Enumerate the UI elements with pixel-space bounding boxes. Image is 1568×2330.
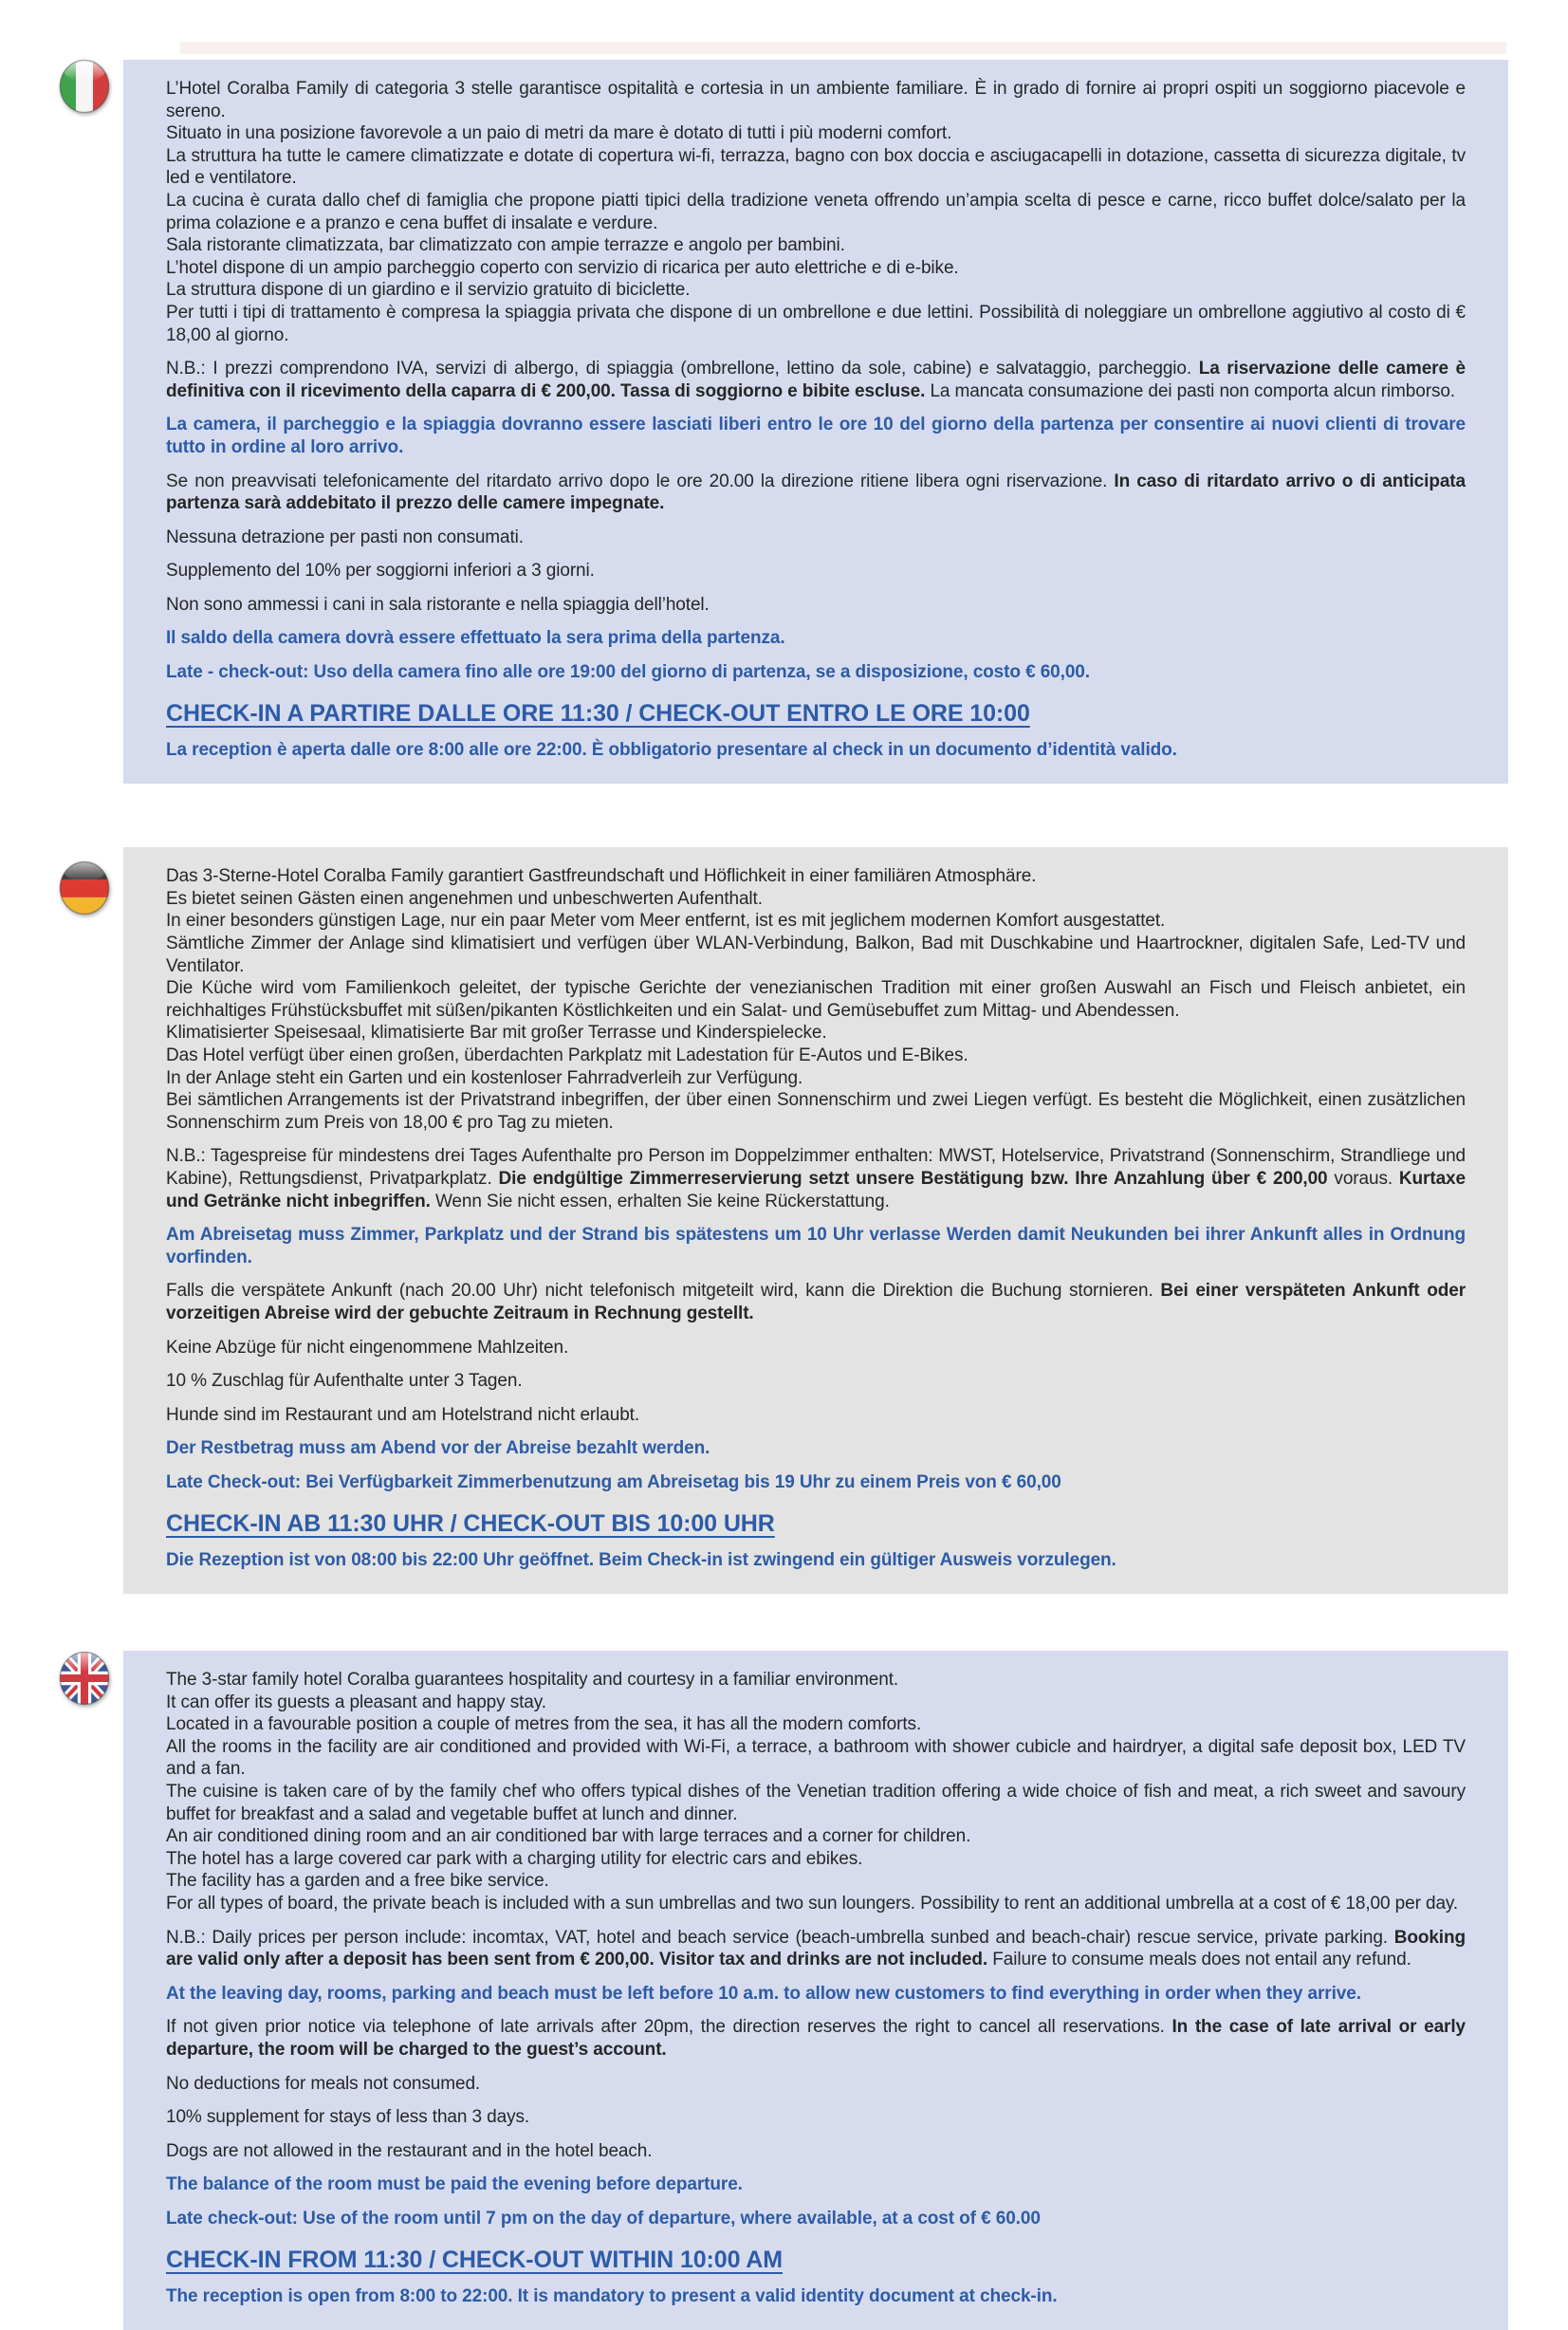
paragraph [166,910,1466,933]
text-run: Il saldo della camera dovrà essere effettuato la sera prima della partenza. [166,628,785,649]
text-run: voraus. [1334,1168,1399,1189]
paragraph [166,977,1466,1022]
section-english [0,1651,1568,2330]
uk-flag-icon [59,1651,110,1706]
text-run: Die Küche wird vom Familienkoch geleitet, der typische Gerichte der venezianischen Tradition mit einer großen Auswahl an Fisch und Fleisch anbietet, ein reichhaltiges Frühstücksbuffet mit süßen/pikanten Köstlichkeiten und ein Salat- und Gemüsebuffet zum Mittag- und Abendessen. [166,978,1466,1021]
text-run: In the case of late arrival or early departure, the room will be charged to the guest’s account. [166,2017,1466,2060]
paragraph [166,1067,1466,1090]
paragraph [166,865,1466,888]
text-run: In der Anlage steht ein Garten und ein kostenloser Fahrradverleih zur Verfügung. [166,1067,803,1088]
paragraph [166,1022,1466,1045]
paragraph [166,1825,1466,1848]
text-run: 10 % Zuschlag für Aufenthalte unter 3 Tagen. [166,1371,523,1392]
text-run: Das Hotel verfügt über einen großen, überdachten Parkplatz mit Ladestation für E-Autos und E-Bikes. [166,1045,968,1065]
text-run: Die endgültige Zimmerreservierung setzt unsere Bestätigung bzw. Ihre Anzahlung über € 200,00 [498,1168,1335,1189]
text-run: La struttura ha tutte le camere climatizzate e dotate di copertura wi-fi, terrazza, bagno con box doccia e asciugacapelli in dotazione, cassetta di sicurezza digitale, tv led e ventilatore. [166,145,1466,189]
paragraph [166,78,1466,122]
paragraph [166,1089,1466,1134]
paragraph [166,279,1466,302]
text-run: Sala ristorante climatizzata, bar climatizzato con ampie terrazze e angolo per bambini. [166,235,845,256]
text-run: It can offer its guests a pleasant and happy stay. [166,1692,546,1712]
text-run: Non sono ammessi i cani in sala ristorante e nella spiaggia dell’hotel. [166,594,710,615]
paragraph [166,122,1466,145]
text-run: N.B.: Tagespreise für mindestens drei Tages Aufenthalte pro Person im Doppelzimmer enthalten: MWST, Hotelservice, Privatstrand (Sonnenschirm, Strandliege und Kabine), Rettungsdienst, Privatparkplatz. [166,1146,1466,1189]
scan-artifact [180,42,1506,54]
paragraph [166,358,1466,402]
paragraph [166,560,1466,582]
paragraph [166,2285,1466,2308]
italy-flag-icon [59,59,110,114]
text-run: La struttura dispone di un giardino e il servizio gratuito di biciclette. [166,280,691,301]
text-run: Keine Abzüge für nicht eingenommene Mahlzeiten. [166,1337,569,1358]
paragraph [166,257,1466,280]
paragraph [166,1437,1466,1460]
text-run: The 3-star family hotel Coralba guarantees hospitality and courtesy in a familiar environment. [166,1670,899,1691]
paragraph [166,1045,1466,1067]
text-run: Die Rezeption ist von 08:00 bis 22:00 Uhr geöffnet. Beim Check-in ist zwingend ein gültiger Ausweis vorzulegen. [166,1549,1116,1570]
panel-italian [123,60,1508,784]
text-run: Nessuna detrazione per pasti non consumati. [166,527,524,547]
paragraph [166,661,1466,684]
checkin-checkout-heading [166,2246,1466,2274]
paragraph [166,302,1466,346]
paragraph [166,414,1466,458]
text-run: Am Abreisetag muss Zimmer, Parkplatz und der Strand bis spätestens um 10 Uhr verlasse Werden damit Neukunden bei ihrer Ankunft alles in Ordnung vorfinden. [166,1225,1466,1267]
paragraph [166,1669,1466,1692]
text-run: Es bietet seinen Gästen einen angenehmen und unbeschwerten Aufenthalt. [166,888,763,909]
text-run: Late - check-out: Uso della camera fino alle ore 19:00 del giorno di partenza, se a disposizione, costo € 60,00. [166,662,1090,683]
text-run: No deductions for meals not consumed. [166,2073,481,2094]
text-run: The facility has a garden and a free bike service. [166,1871,549,1892]
text-run: Hunde sind im Restaurant und am Hotelstrand nicht erlaubt. [166,1404,640,1425]
paragraph [166,1692,1466,1714]
paragraph [166,2208,1466,2230]
text-run: Per tutti i tipi di trattamento è compresa la spiaggia privata che dispone di un ombrellone e due lettini. Possibilità di noleggiare un ombrellone aggiutivo al costo di € 18,00 al giorno. [166,302,1466,345]
paragraph [166,1370,1466,1393]
text-run: La riservazione delle camere è definitiva con il ricevimento della caparra di € 200,00. Tassa di soggiorno e bibite escluse. [166,359,1466,401]
italy-flag-badge [59,59,110,114]
text-run: Se non preavvisati telefonicamente del ritardato arrivo dopo le ore 20.00 la direzione ritiene libera ogni riservazione. [166,471,1115,491]
text-run: The cuisine is taken care of by the family chef who offers typical dishes of the Venetian tradition offering a wide choice of fish and meat, a rich sweet and savoury buffet for breakfast and a salad and vegetable buffet at lunch and dinner. [166,1782,1466,1824]
text-run: La camera, il parcheggio e la spiaggia dovranno essere lasciati liberi entro le ore 10 del giorno della partenza per consentire ai nuovi clienti di trovare tutto in ordine al loro arrivo. [166,415,1466,457]
text-run: Late Check-out: Bei Verfügbarkeit Zimmerbenutzung am Abreisetag bis 19 Uhr zu einem Preis von € 60,00 [166,1471,1061,1492]
text-run: An air conditioned dining room and an air conditioned bar with large terraces and a corner for children. [166,1826,971,1847]
text-run: Das 3-Sterne-Hotel Coralba Family garantiert Gastfreundschaft und Höflichkeit in einer familiären Atmosphäre. [166,866,1037,887]
paragraph [166,471,1466,515]
germany-flag-badge [59,860,110,915]
text-run: Bei sämtlichen Arrangements ist der Privatstrand inbegriffen, der über einen Sonnenschirm und zwei Liegen verfügt. Es besteht die Möglichkeit, einen zusätzlichen Sonnenschirm zum Preis von 18,00 € pro Tag zu mieten. [166,1090,1466,1133]
text-run: CHECK-IN FROM 11:30 / CHECK-OUT WITHIN 10:00 AM [166,2246,783,2273]
text-run: Kurtaxe und Getränke nicht inbegriffen. [166,1168,1466,1211]
text-run: Wenn Sie nicht essen, erhalten Sie keine Rückerstattung. [434,1191,890,1211]
paragraph [166,1983,1466,2006]
section-italian [0,60,1568,784]
text-run: All the rooms in the facility are air conditioned and provided with Wi-Fi, a terrace, a bathroom with shower cubicle and hairdryer, a digital safe deposit box, LED TV and a fan. [166,1736,1466,1780]
text-run: L’hotel dispone di un ampio parcheggio coperto con servizio di ricarica per auto elettriche e di e-bike. [166,257,959,278]
text-run: For all types of board, the private beach is included with a sun umbrellas and two sun loungers. Possibility to rent an additional umbrella at a cost of € 18,00 per day. [166,1894,1459,1914]
paragraph [166,1713,1466,1736]
paragraph [166,1280,1466,1324]
text-run: Dogs are not allowed in the restaurant and in the hotel beach. [166,2140,653,2161]
paragraph [166,1471,1466,1494]
text-run: 10% supplement for stays of less than 3 days. [166,2107,530,2128]
paragraph [166,2140,1466,2163]
paragraph [166,2073,1466,2096]
paragraph [166,1736,1466,1781]
text-run: N.B.: I prezzi comprendono IVA, servizi di albergo, di spiaggia (ombrellone, lettino da sole, cabine) e salvataggio, parcheggio. [166,359,1199,379]
text-run: Supplemento del 10% per soggiorni inferiori a 3 giorni. [166,561,595,582]
text-run: Failure to consume meals does not entail any refund. [992,1950,1411,1970]
paragraph [166,190,1466,234]
text-run: The reception is open from 8:00 to 22:00. It is mandatory to present a valid identity document at check-in. [166,2285,1058,2306]
paragraph [166,1781,1466,1825]
paragraph [166,527,1466,549]
paragraph [166,234,1466,257]
paragraph [166,1224,1466,1268]
germany-flag-icon [59,860,110,915]
text-run: Bei einer verspäteten Ankunft oder vorzeitigen Abreise wird der gebuchte Zeitraum in Rechnung gestellt. [166,1281,1466,1323]
text-run: Falls die verspätete Ankunft (nach 20.00 Uhr) nicht telefonisch mitgeteilt wird, kann die Direktion die Buchung stornieren. [166,1281,1161,1302]
paragraph [166,1549,1466,1572]
text-run: At the leaving day, rooms, parking and beach must be left before 10 a.m. to allow new customers to find everything in order when they arrive. [166,1983,1361,2004]
text-run: Booking are valid only after a deposit has been sent from € 200,00. Visitor tax and drinks are not included. [166,1927,1466,1970]
paragraph [166,933,1466,977]
text-run: CHECK-IN AB 11:30 UHR / CHECK-OUT BIS 10:00 UHR [166,1509,775,1537]
text-run: La mancata consumazione dei pasti non comporta alcun rimborso. [930,380,1455,401]
paragraph [166,888,1466,911]
paragraph [166,627,1466,650]
text-run: Late check-out: Use of the room until 7 pm on the day of departure, where available, at a cost of € 60.00 [166,2208,1041,2228]
checkin-checkout-heading [166,699,1466,728]
paragraph [166,594,1466,617]
panel-english [123,1651,1508,2330]
checkin-checkout-heading [166,1509,1466,1538]
text-run: CHECK-IN A PARTIRE DALLE ORE 11:30 / CHECK-OUT ENTRO LE ORE 10:00 [166,699,1030,727]
uk-flag-badge [59,1651,110,1706]
paragraph [166,1337,1466,1359]
text-run: The hotel has a large covered car park with a charging utility for electric cars and ebikes. [166,1848,863,1869]
text-run: Sämtliche Zimmer der Anlage sind klimatisiert und verfügen über WLAN-Verbindung, Balkon, Bad mit Duschkabine und Haartrockner, digitalen Safe, Led-TV und Ventilator. [166,934,1466,976]
text-run: Located in a favourable position a couple of metres from the sea, it has all the modern comforts. [166,1714,922,1735]
paragraph [166,739,1466,762]
paragraph [166,1145,1466,1212]
section-german [0,847,1568,1594]
paragraph [166,145,1466,190]
text-run: If not given prior notice via telephone of late arrivals after 20pm, the direction reserves the right to cancel all reservations. [166,2017,1172,2038]
text-run: Situato in una posizione favorevole a un paio di metri da mare è dotato di tutti i più moderni comfort. [166,123,952,144]
paragraph [166,1870,1466,1893]
text-run: Der Restbetrag muss am Abend vor der Abreise bezahlt werden. [166,1438,710,1459]
paragraph [166,2106,1466,2129]
paragraph [166,2016,1466,2061]
text-run: Klimatisierter Speisesaal, klimatisierte Bar mit großer Terrasse und Kinderspielecke. [166,1023,827,1044]
panel-german [123,847,1508,1594]
paragraph [166,1893,1466,1915]
text-run: The balance of the room must be paid the evening before departure. [166,2174,743,2195]
text-run: N.B.: Daily prices per person include: incomtax, VAT, hotel and beach service (beach-umbrella sunbed and beach-chair) rescue service, private parking. [166,1927,1394,1948]
text-run: La reception è aperta dalle ore 8:00 alle ore 22:00. È obbligatorio presentare al check in un documento d’identità valido. [166,739,1177,760]
language-sections [0,60,1568,2330]
paragraph [166,1848,1466,1871]
text-run: L’Hotel Coralba Family di categoria 3 stelle garantisce ospitalità e cortesia in un ambiente familiare. È in grado di fornire ai propri ospiti un soggiorno piacevole e sereno. [166,79,1466,121]
text-run: La cucina è curata dallo chef di famiglia che propone piatti tipici della tradizione veneta offrendo un’ampia scelta di pesce e carne, ricco buffet dolce/salato per la prima colazione e a pranzo e cena buffet di insalate e verdure. [166,190,1466,233]
paragraph [166,1404,1466,1427]
text-run: In einer besonders günstigen Lage, nur ein paar Meter vom Meer entfernt, ist es mit jeglichem modernen Komfort ausgestattet. [166,911,1166,932]
paragraph [166,2173,1466,2196]
paragraph [166,1927,1466,1971]
text-run: In caso di ritardato arrivo o di anticipata partenza sarà addebitato il prezzo delle camere impegnate. [166,471,1466,514]
